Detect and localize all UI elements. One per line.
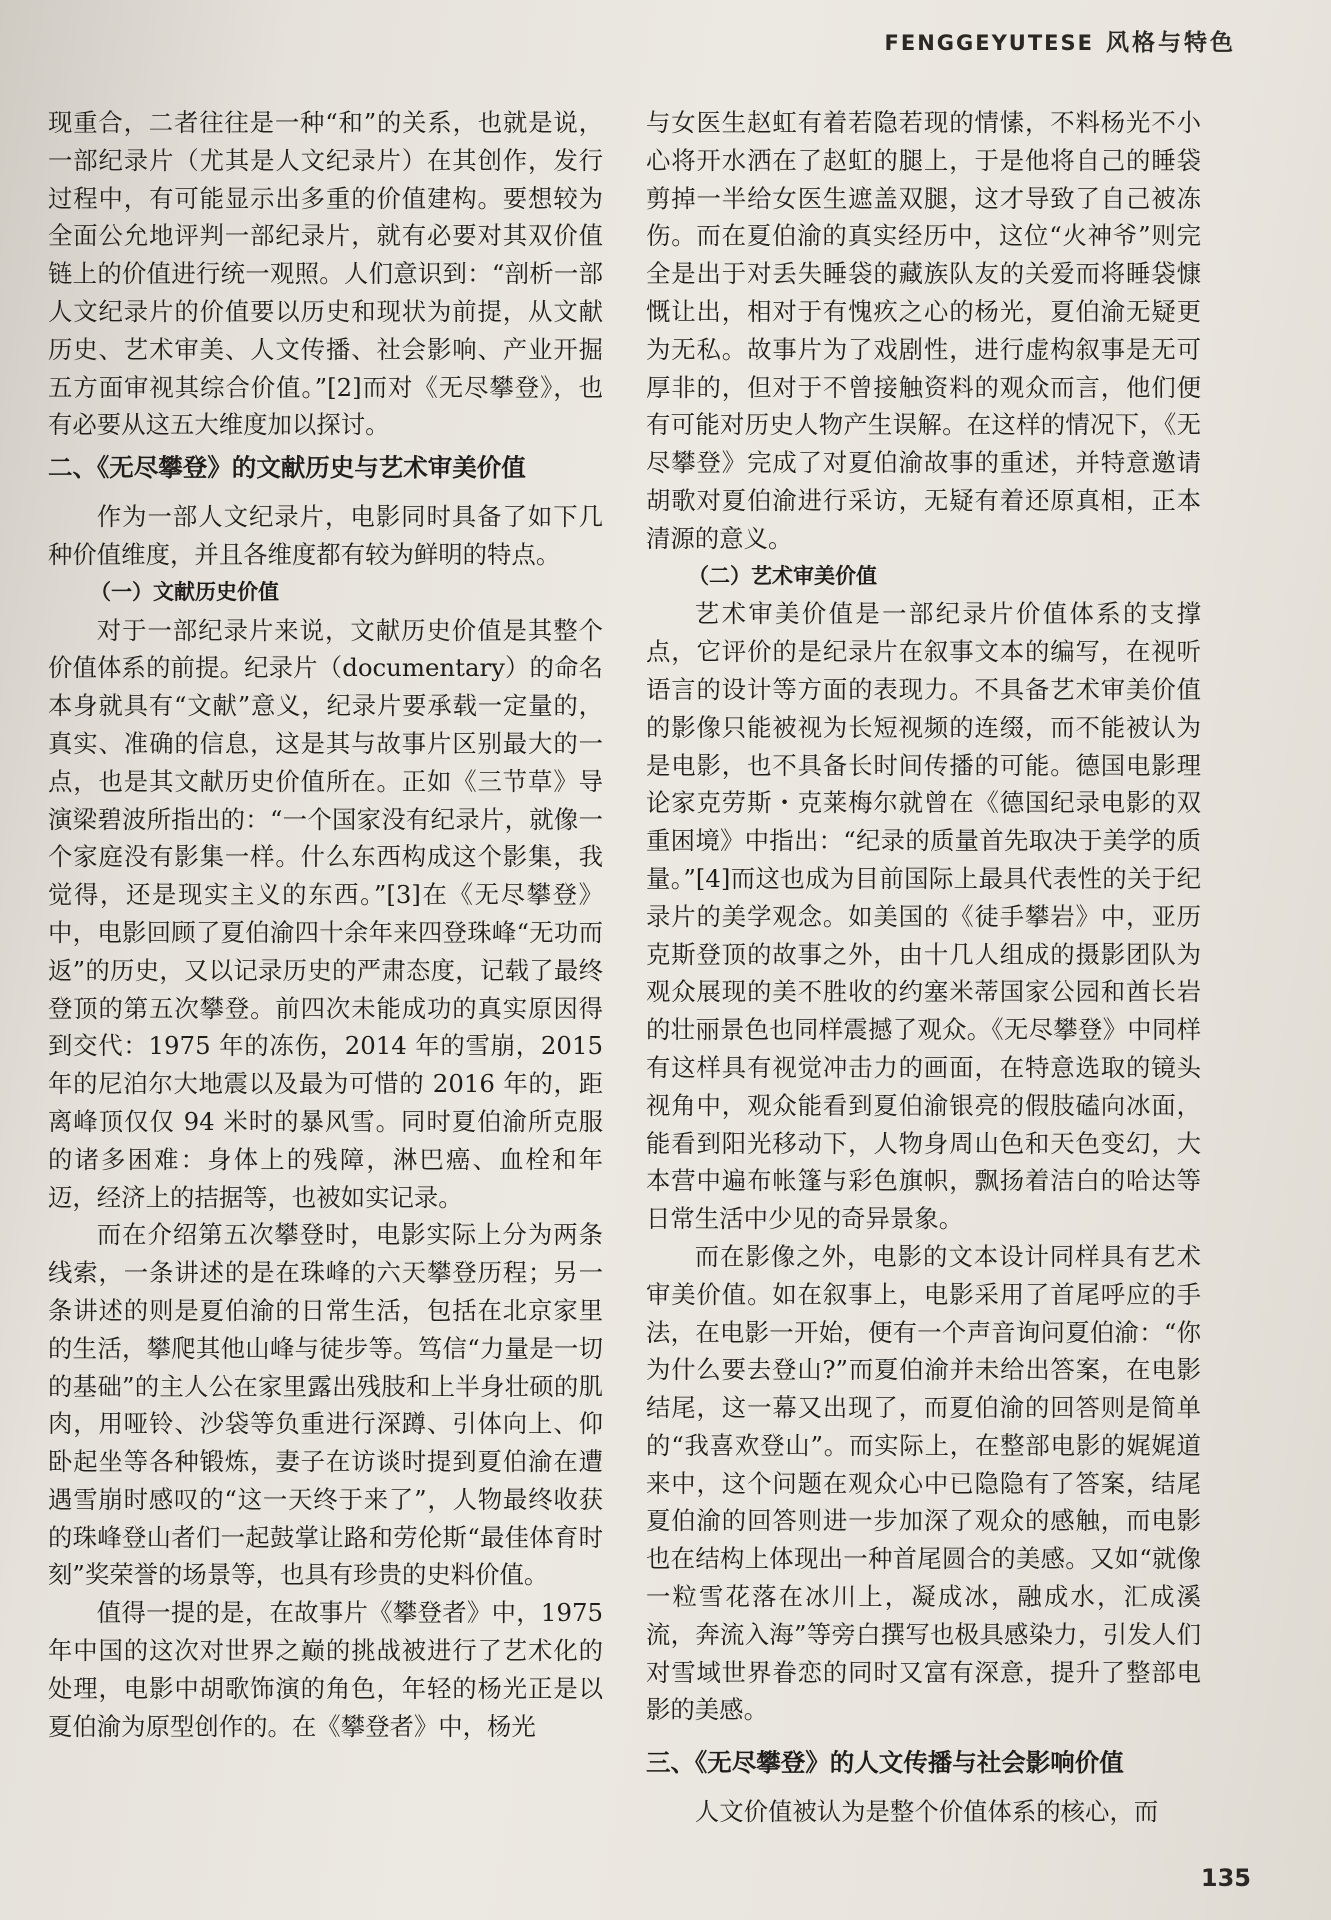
left-paragraph-2: 作为一部人文纪录片，电影同时具备了如下几种价值维度，并且各维度都有较为鲜明的特点。 [48, 502, 603, 569]
left-paragraph-3: 对于一部纪录片来说，文献历史价值是其整个价值体系的前提。纪录片（documentary）的命名本身就具有“文献”意义，纪录片要承载一定量的，真实、准确的信息，这是其与故事片区别最大的一点，也是其文献历史价值所在。正如《三节草》导演梁碧波所指出的：“一个国家没有纪录片，就像一个家庭没有影集一样。什么东西构成这个影集，我觉得，还是现实主义的东西。”[3]在《无尽攀登》中，电影回顾了夏伯渝四十余年来四登珠峰“无功而返”的历史，又以记录历史的严肃态度，记载了最终登顶的第五次攀登。前四次未能成功的真实原因得到交代：1975 年的冻伤，2014 年的雪崩，2015 年的尼泊尔大地震以及最为可惜的 2016 年的，距离峰顶仅仅 94 米时的暴风雪。同时夏伯渝所克服的诸多困难：身体上的残障，淋巴癌、血栓和年迈，经济上的拮据等，也被如实记录。 [48, 615, 603, 1212]
right-paragraph-4: 人文价值被认为是整个价值体系的核心，而 [694, 1797, 1159, 1827]
running-header [885, 24, 1236, 57]
page-number: 135 [1200, 1864, 1251, 1892]
section-heading-3: 三、《无尽攀登》的人文传播与社会影响价值 [646, 1748, 1124, 1778]
subheading-literature-history: （一）文献历史价值 [90, 579, 279, 604]
section-heading-2: 二、《无尽攀登》的文献历史与艺术审美价值 [48, 453, 526, 483]
left-column [48, 104, 603, 1745]
header-section-cn: 风格与特色 [1106, 30, 1236, 56]
right-column [646, 104, 1201, 1831]
left-paragraph-4: 而在介绍第五次攀登时，电影实际上分为两条线索，一条讲述的是在珠峰的六天攀登历程；另一条讲述的则是夏伯渝的日常生活，包括在北京家里的生活，攀爬其他山峰与徒步等。笃信“力量是一切的基础”的主人公在家里露出残肢和上半身壮硕的肌肉，用哑铃、沙袋等负重进行深蹲、引体向上、仰卧起坐等各种锻炼，妻子在访谈时提到夏伯渝在遭遇雪崩时感叹的“这一天终于来了”，人物最终收获的珠峰登山者们一起鼓掌让路和劳伦斯“最佳体育时刻”奖荣誉的场景等，也具有珍贵的史料价值。 [48, 1220, 603, 1590]
right-paragraph-2: 艺术审美价值是一部纪录片价值体系的支撑点，它评价的是纪录片在叙事文本的编写，在视听语言的设计等方面的表现力。不具备艺术审美价值的影像只能被视为长短视频的连缀，而不能被认为是电影，也不具备长时间传播的可能。德国电影理论家克劳斯・克莱梅尔就曾在《德国纪录电影的双重困境》中指出：“纪录的质量首先取决于美学的质量。”[4]而这也成为目前国际上最具代表性的关于纪录片的美学观念。如美国的《徒手攀岩》中，亚历克斯登顶的故事之外，由十几人组成的摄影团队为观众展现的美不胜收的约塞米蒂国家公园和酋长岩的壮丽景色也同样震撼了观众。《无尽攀登》中同样有这样具有视觉冲击力的画面，在特意选取的镜头视角中，观众能看到夏伯渝银亮的假肢磕向冰面，能看到阳光移动下，人物身周山色和天色变幻，大本营中遍布帐篷与彩色旗帜，飘扬着洁白的哈达等日常生活中少见的奇异景象。 [646, 599, 1201, 1234]
header-section-en: FENGGEYUTESE [884, 31, 1094, 55]
right-paragraph-3: 而在影像之外，电影的文本设计同样具有艺术审美价值。如在叙事上，电影采用了首尾呼应的手法，在电影一开始，便有一个声音询问夏伯渝：“你为什么要去登山?”而夏伯渝并未给出答案，在电影结尾，这一幕又出现了，而夏伯渝的回答则是简单的“我喜欢登山”。而实际上，在整部电影的娓娓道来中，这个问题在观众心中已隐隐有了答案，结尾夏伯渝的回答则进一步加深了观众的感触，而电影也在结构上体现出一种首尾圆合的美感。又如“就像一粒雪花落在冰川上，凝成冰，融成水，汇成溪流，奔流入海”等旁白撰写也极具感染力，引发人们对雪域世界眷恋的同时又富有深意，提升了整部电影的美感。 [646, 1241, 1201, 1725]
subheading-art-aesthetic: （二）艺术审美价值 [688, 563, 877, 588]
right-paragraph-1: 与女医生赵虹有着若隐若现的情愫，不料杨光不小心将开水洒在了赵虹的腿上，于是他将自己的睡袋剪掉一半给女医生遮盖双腿，这才导致了自己被冻伤。而在夏伯渝的真实经历中，这位“火神爷”则完全是出于对丢失睡袋的藏族队友的关爱而将睡袋慷慨让出，相对于有愧疚之心的杨光，夏伯渝无疑更为无私。故事片为了戏剧性，进行虚构叙事是无可厚非的，但对于不曾接触资料的观众而言，他们便有可能对历史人物产生误解。在这样的情况下，《无尽攀登》完成了对夏伯渝故事的重述，并特意邀请胡歌对夏伯渝进行采访，无疑有着还原真相，正本清源的意义。 [646, 108, 1201, 553]
left-paragraph-1: 现重合，二者往往是一种“和”的关系，也就是说，一部纪录片（尤其是人文纪录片）在其创作，发行过程中，有可能显示出多重的价值建构。要想较为全面公允地评判一部纪录片，就有必要对其双价值链上的价值进行统一观照。人们意识到：“剖析一部人文纪录片的价值要以历史和现状为前提，从文献历史、艺术审美、人文传播、社会影响、产业开掘五方面审视其综合价值。”[2]而对《无尽攀登》，也有必要从这五大维度加以探讨。 [48, 108, 603, 440]
left-paragraph-5: 值得一提的是，在故事片《攀登者》中，1975 年中国的这次对世界之巅的挑战被进行了艺术化的处理，电影中胡歌饰演的角色，年轻的杨光正是以夏伯渝为原型创作的。在《攀登者》中，杨光 [48, 1598, 603, 1741]
